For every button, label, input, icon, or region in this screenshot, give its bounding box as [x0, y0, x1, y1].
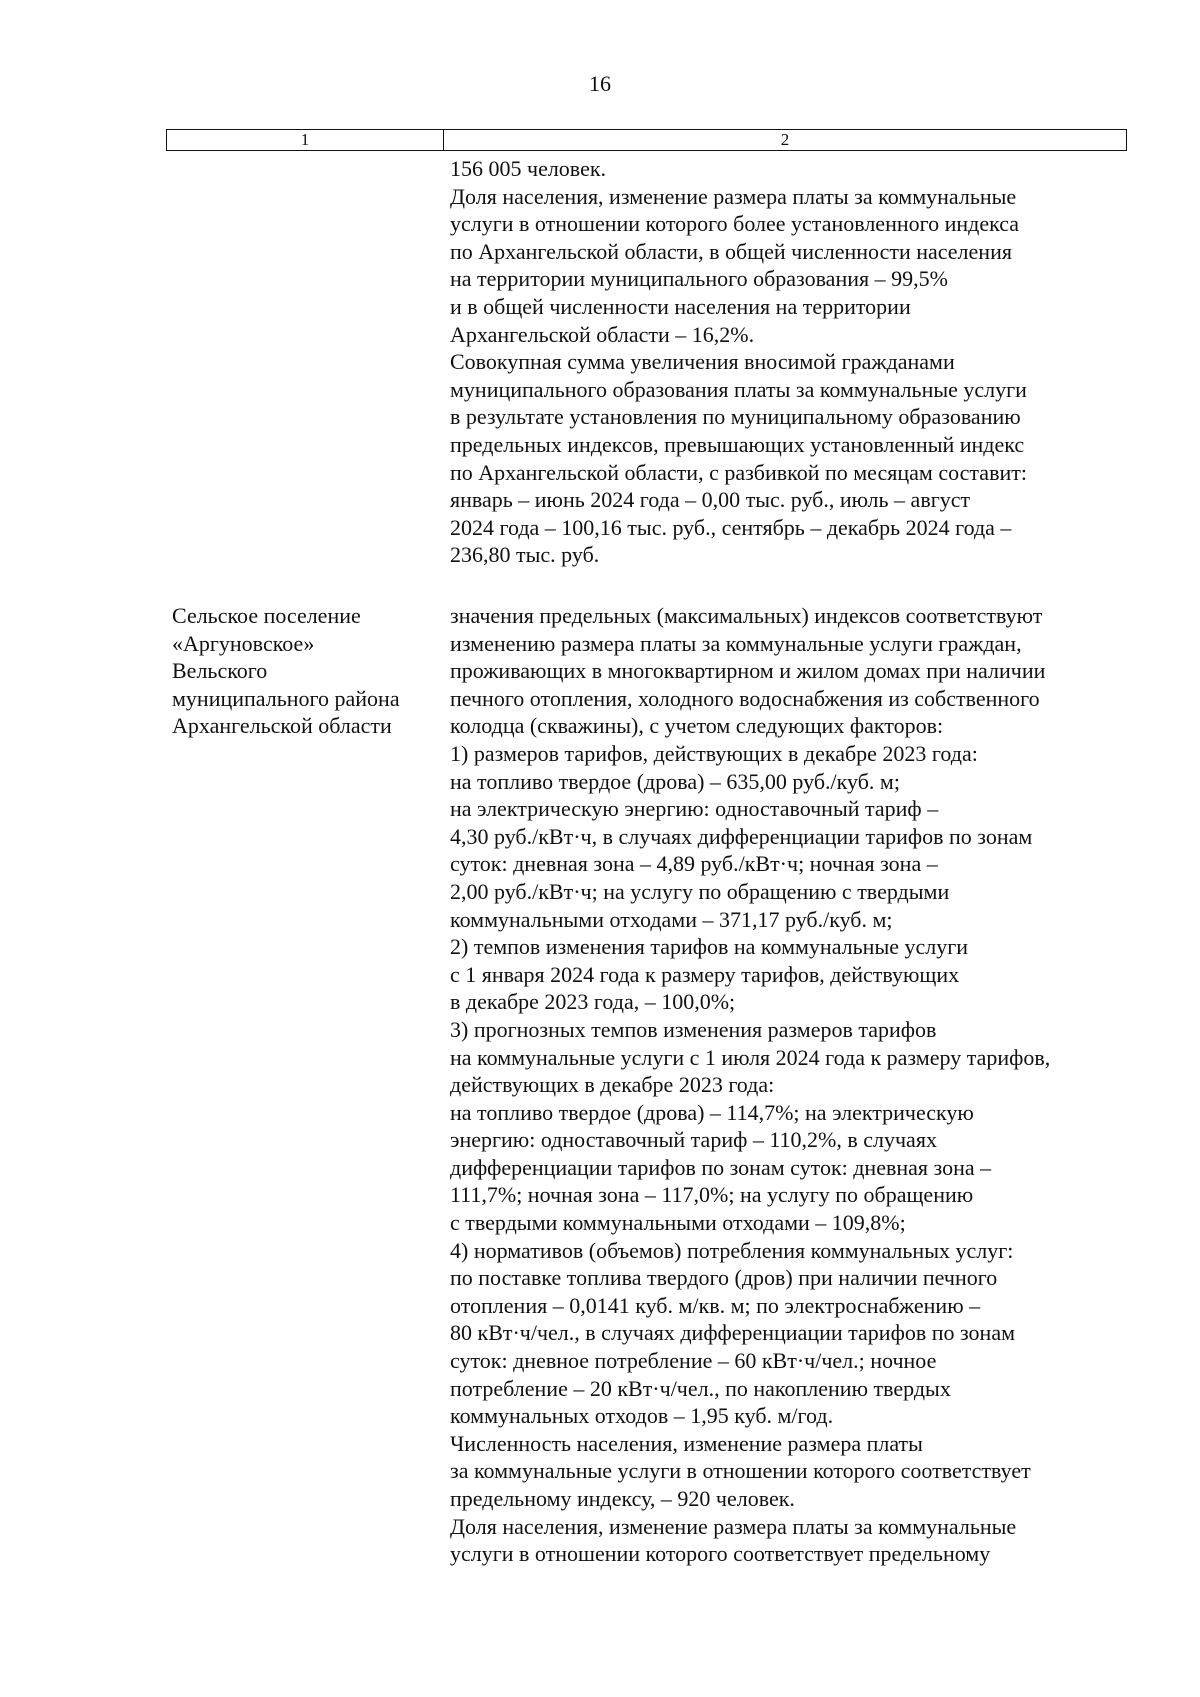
text-line: по Архангельской области, в общей численности населения	[450, 238, 1012, 264]
text-line: январь – июнь 2024 года – 0,00 тыс. руб., июль – август	[450, 487, 971, 513]
text-line: действующих в декабре 2023 года:	[450, 1072, 775, 1098]
settlement-description	[450, 602, 1050, 1568]
text-line: 1) размеров тарифов, действующих в декабре 2023 года:	[450, 740, 978, 766]
text-line: 4) нормативов (объемов) потребления коммунальных услуг:	[450, 1237, 1014, 1263]
text-line: 236,80 тыс. руб.	[450, 542, 600, 568]
text-line: в декабре 2023 года, – 100,0%;	[450, 989, 736, 1015]
settlement-name-line: Вельского	[172, 658, 268, 684]
text-line: с 1 января 2024 года к размеру тарифов, действующих	[450, 961, 960, 987]
text-line: 2024 года – 100,16 тыс. руб., сентябрь – декабрь 2024 года –	[450, 514, 1012, 540]
text-line: 2) темпов изменения тарифов на коммунальные услуги	[450, 934, 969, 960]
text-line: по Архангельской области, с разбивкой по месяцам составит:	[450, 459, 1027, 485]
text-line: предельному индексу, – 920 человек.	[450, 1486, 795, 1511]
text-line: на топливо твердое (дрова) – 635,00 руб./куб. м;	[450, 768, 900, 794]
text-line: на коммунальные услуги с 1 июля 2024 года к размеру тарифов,	[450, 1044, 1051, 1070]
text-line: муниципального образования платы за коммунальные услуги	[450, 376, 1027, 402]
text-line: на электрическую энергию: одноставочный тариф –	[450, 796, 939, 822]
text-line: колодца (скважины), с учетом следующих факторов:	[450, 713, 944, 739]
text-line: Архангельской области – 16,2%.	[450, 321, 755, 347]
table-header-row	[166, 129, 1127, 151]
text-line: Численность населения, изменение размера платы	[450, 1430, 923, 1456]
settlement-name-line: муниципального района	[172, 685, 400, 711]
settlement-name-line: Архангельской области	[172, 713, 392, 739]
previous-entry-continuation	[450, 155, 1027, 569]
text-line: 111,7%; ночная зона – 117,0%; на услугу по обращению	[450, 1182, 974, 1208]
text-line: 80 кВт·ч/чел., в случаях дифференциации тарифов по зонам	[450, 1320, 1016, 1346]
text-line: в результате установления по муниципальному образованию	[450, 404, 1021, 430]
text-line: коммунальных отходов – 1,95 куб. м/год.	[450, 1403, 834, 1429]
text-line: по поставке топлива твердого (дров) при наличии печного	[450, 1265, 998, 1291]
text-line: суток: дневное потребление – 60 кВт·ч/чел.; ночное	[450, 1348, 937, 1374]
table-header-col-1: 1	[167, 130, 444, 150]
text-line: суток: дневная зона – 4,89 руб./кВт·ч; ночная зона –	[450, 851, 938, 877]
text-line: и в общей численности населения на территории	[450, 293, 911, 319]
settlement-name-line: «Аргуновское»	[172, 630, 315, 656]
text-line: Доля населения, изменение размера платы за коммунальные	[450, 183, 1017, 209]
text-line: изменению размера платы за коммунальные услуги граждан,	[450, 630, 1022, 656]
text-line: с твердыми коммунальными отходами – 109,8%;	[450, 1210, 906, 1236]
text-line: коммунальными отходами – 371,17 руб./куб. м;	[450, 906, 893, 932]
text-line: дифференциации тарифов по зонам суток: дневная зона –	[450, 1154, 992, 1180]
text-line: Совокупная сумма увеличения вносимой гражданами	[450, 349, 955, 375]
settlement-name	[172, 602, 400, 740]
text-line: потребление – 20 кВт·ч/чел., по накоплению твердых	[450, 1375, 951, 1401]
page-number: 16	[589, 71, 611, 96]
text-line: на топливо твердое (дрова) – 114,7%; на электрическую	[450, 1099, 974, 1125]
text-line: проживающих в многоквартирном и жилом домах при наличии	[450, 658, 1046, 684]
text-line: 156 005 человек.	[450, 156, 607, 181]
text-line: услуги в отношении которого соответствует предельному	[450, 1541, 991, 1567]
text-line: на территории муниципального образования – 99,5%	[450, 266, 948, 292]
settlement-name-line: Сельское поселение	[172, 603, 361, 628]
text-line: значения предельных (максимальных) индексов соответствуют	[450, 603, 1043, 628]
text-line: предельных индексов, превышающих установленный индекс	[450, 431, 1025, 457]
text-line: 4,30 руб./кВт·ч, в случаях дифференциации тарифов по зонам	[450, 823, 1033, 849]
text-line: услуги в отношении которого более установленного индекса	[450, 211, 1020, 237]
text-line: за коммунальные услуги в отношении которого соответствует	[450, 1458, 1031, 1484]
text-line: 2,00 руб./кВт·ч; на услугу по обращению с твердыми	[450, 878, 950, 904]
table-header-col-2: 2	[780, 130, 790, 149]
text-line: 3) прогнозных темпов изменения размеров тарифов	[450, 1016, 937, 1042]
text-line: Доля населения, изменение размера платы за коммунальные	[450, 1513, 1017, 1539]
text-line: отопления – 0,0141 куб. м/кв. м; по электроснабжению –	[450, 1292, 981, 1318]
text-line: печного отопления, холодного водоснабжения из собственного	[450, 685, 1040, 711]
text-line: энергию: одноставочный тариф – 110,2%, в случаях	[450, 1127, 937, 1153]
